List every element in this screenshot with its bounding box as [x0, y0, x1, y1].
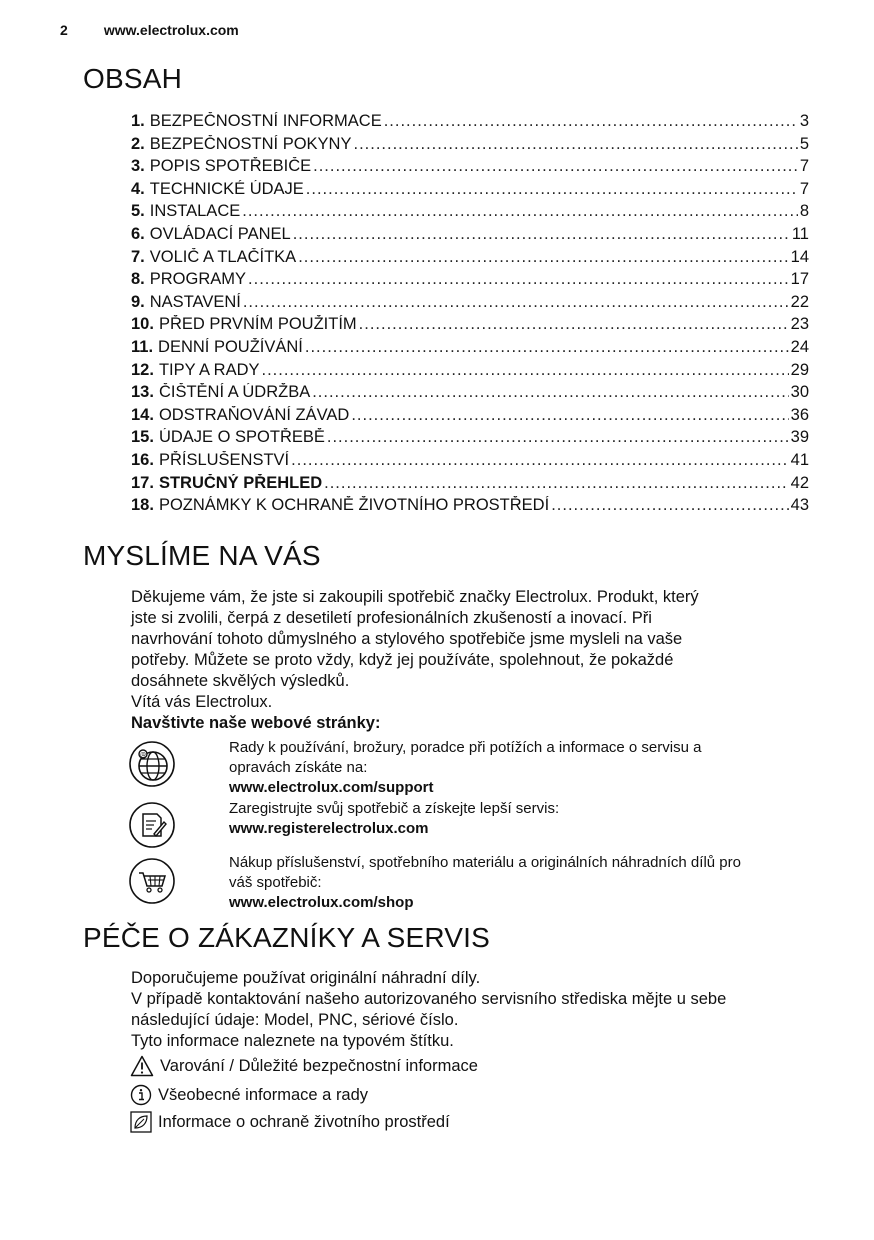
- toc-item-number: 16.: [131, 450, 154, 469]
- toc-leader-dots: [306, 180, 798, 199]
- toc-item-page: 41: [790, 450, 809, 469]
- legend-info: [130, 1084, 368, 1106]
- toc-title: OBSAH: [83, 63, 183, 94]
- toc-item-page: 22: [790, 292, 809, 311]
- legend-text: Informace o ochraně životního prostředí: [158, 1112, 450, 1131]
- shop-link[interactable]: www.electrolux.com/shop: [229, 894, 414, 911]
- visit-label: Navštivte naše webové stránky:: [131, 714, 381, 732]
- intro-text: [131, 587, 831, 734]
- toc-leader-dots: [327, 428, 789, 447]
- toc-leader-dots: [243, 293, 789, 312]
- toc-item-title: TECHNICKÉ ÚDAJE: [149, 179, 304, 198]
- toc-item-number: 15.: [131, 428, 154, 447]
- toc-item-title: PROGRAMY: [149, 270, 247, 289]
- toc-item-page: 23: [790, 315, 809, 334]
- toc-item-number: 17.: [131, 473, 154, 492]
- toc-item[interactable]: [131, 428, 809, 451]
- toc-item-number: 11.: [131, 337, 154, 356]
- toc-item-title: BEZPEČNOSTNÍ INFORMACE: [149, 112, 382, 130]
- toc-item[interactable]: [131, 112, 809, 135]
- web-desc-line: Zaregistrujte svůj spotřebič a získejte lepší servis:: [229, 800, 560, 817]
- toc-item-number: 2.: [131, 134, 145, 153]
- page-header: [60, 22, 239, 38]
- globe-icon: [128, 740, 176, 788]
- toc-item[interactable]: [131, 406, 809, 429]
- toc-item[interactable]: [131, 383, 809, 406]
- toc-item-title: BEZPEČNOSTNÍ POKYNY: [149, 134, 352, 153]
- toc-item-page: 5: [799, 134, 809, 153]
- toc-item-number: 14.: [131, 405, 154, 424]
- toc-item[interactable]: [131, 157, 809, 180]
- toc-leader-dots: [242, 202, 798, 221]
- environment-leaf-icon: [130, 1111, 152, 1133]
- care-text: [131, 968, 831, 1052]
- legend-text: Všeobecné informace a rady: [158, 1085, 369, 1104]
- page-number: 2: [60, 22, 68, 38]
- toc-leader-dots: [248, 270, 789, 289]
- toc-item-page: 43: [790, 496, 809, 515]
- toc-item-page: 29: [790, 360, 809, 379]
- web-desc-line: opravách získáte na:: [229, 759, 368, 776]
- site-url[interactable]: www.electrolux.com: [103, 22, 239, 38]
- web-desc-line: váš spotřebič:: [229, 874, 322, 891]
- toc-item-page: 30: [790, 383, 809, 402]
- legend-warning: [130, 1055, 478, 1077]
- toc-item-number: 5.: [131, 202, 145, 221]
- info-icon: [130, 1084, 152, 1106]
- toc-item-page: 17: [790, 270, 809, 289]
- toc-item[interactable]: [131, 315, 809, 338]
- shopping-cart-icon: [128, 857, 176, 905]
- toc-item-title: VOLIČ A TLAČÍTKA: [149, 247, 297, 266]
- intro-line: dosáhnete skvělých výsledků.: [131, 672, 350, 690]
- toc-item[interactable]: [131, 225, 809, 248]
- table-of-contents: [131, 112, 809, 519]
- toc-item[interactable]: [131, 180, 809, 203]
- register-pen-icon: [128, 801, 176, 849]
- toc-item-title: NASTAVENÍ: [149, 292, 241, 311]
- toc-item-title: PŘÍSLUŠENSTVÍ: [158, 450, 290, 469]
- toc-item-title: OVLÁDACÍ PANEL: [149, 224, 291, 243]
- toc-item-title: TIPY A RADY: [158, 360, 260, 379]
- toc-item-title: DENNÍ POUŽÍVÁNÍ: [158, 337, 303, 356]
- toc-item-number: 18.: [131, 496, 154, 515]
- toc-item-number: 3.: [131, 157, 145, 176]
- toc-item-title: ODSTRAŇOVÁNÍ ZÁVAD: [158, 405, 350, 424]
- legend-text: Varování / Důležité bezpečnostní informace: [160, 1056, 478, 1075]
- toc-leader-dots: [384, 112, 798, 131]
- intro-line: potřeby. Můžete se proto vždy, když jej používáte, spolehnout, že pokaždé: [131, 651, 674, 669]
- toc-item-title: POZNÁMKY K OCHRANĚ ŽIVOTNÍHO PROSTŘEDÍ: [158, 496, 550, 515]
- toc-item-page: 8: [799, 202, 809, 221]
- toc-item-number: 6.: [131, 224, 145, 243]
- legend-environment: [130, 1111, 450, 1133]
- toc-leader-dots: [298, 248, 788, 267]
- toc-item-number: 8.: [131, 270, 145, 289]
- toc-leader-dots: [313, 157, 798, 176]
- section-title-care: PÉČE O ZÁKAZNÍKY A SERVIS: [83, 922, 491, 953]
- toc-item-number: 7.: [131, 247, 145, 266]
- toc-item-title: ČIŠTĚNÍ A ÚDRŽBA: [158, 383, 311, 402]
- toc-leader-dots: [359, 315, 789, 334]
- intro-line: navrhování tohoto důmyslného a stylového spotřebiče jsme mysleli na vaše: [131, 630, 683, 648]
- toc-item-number: 13.: [131, 383, 154, 402]
- register-link[interactable]: www.registerelectrolux.com: [229, 820, 429, 837]
- toc-item-number: 12.: [131, 360, 154, 379]
- warning-icon: [130, 1055, 154, 1077]
- toc-item-number: 4.: [131, 179, 145, 198]
- toc-leader-dots: [305, 338, 789, 357]
- toc-leader-dots: [312, 383, 788, 402]
- toc-item[interactable]: [131, 474, 809, 497]
- toc-item-page: 24: [790, 337, 809, 356]
- care-line: Tyto informace naleznete na typovém štítku.: [131, 1032, 454, 1050]
- toc-leader-dots: [324, 474, 789, 493]
- web-desc-line: Nákup příslušenství, spotřebního materiálu a originálních náhradních dílů pro: [229, 854, 741, 871]
- toc-item-page: 3: [799, 112, 809, 130]
- support-link[interactable]: www.electrolux.com/support: [229, 779, 434, 796]
- toc-item-page: 39: [790, 428, 809, 447]
- care-line: následující údaje: Model, PNC, sériové číslo.: [131, 1011, 459, 1029]
- toc-leader-dots: [551, 496, 788, 515]
- toc-item-page: 11: [791, 224, 809, 243]
- toc-item[interactable]: [131, 361, 809, 384]
- toc-item-title: STRUČNÝ PŘEHLED: [158, 473, 323, 492]
- toc-item-page: 36: [790, 405, 809, 424]
- toc-item-page: 42: [790, 473, 809, 492]
- intro-line: Děkujeme vám, že jste si zakoupili spotřebič značky Electrolux. Produkt, který: [131, 588, 699, 606]
- intro-line: Vítá vás Electrolux.: [131, 693, 273, 711]
- toc-item-number: 10.: [131, 315, 154, 334]
- web-desc-line: Rady k používání, brožury, poradce při potížích a informace o servisu a: [229, 739, 702, 756]
- section-title-think: MYSLÍME NA VÁS: [83, 540, 321, 571]
- toc-item[interactable]: [131, 338, 809, 361]
- toc-leader-dots: [293, 225, 790, 244]
- toc-item-page: 7: [799, 157, 809, 176]
- care-line: Doporučujeme používat originální náhradní díly.: [131, 969, 481, 987]
- toc-item-page: 14: [790, 247, 809, 266]
- care-line: V případě kontaktování našeho autorizovaného servisního střediska mějte u sebe: [131, 990, 727, 1008]
- toc-item-title: POPIS SPOTŘEBIČE: [149, 157, 312, 176]
- toc-item[interactable]: [131, 293, 809, 316]
- toc-leader-dots: [353, 135, 797, 154]
- toc-item[interactable]: [131, 451, 809, 474]
- toc-item-number: 9.: [131, 292, 145, 311]
- toc-item[interactable]: [131, 202, 809, 225]
- intro-line: jste si zvolili, čerpá z desetiletí profesionálních zkušeností a inovací. Při: [131, 609, 652, 627]
- svg-text:@: @: [140, 751, 146, 759]
- toc-item-title: PŘED PRVNÍM POUŽITÍM: [158, 315, 357, 334]
- toc-item-page: 7: [799, 179, 809, 198]
- toc-leader-dots: [351, 406, 788, 425]
- toc-item-title: INSTALACE: [149, 202, 241, 221]
- toc-leader-dots: [291, 451, 788, 470]
- toc-item[interactable]: [131, 135, 809, 158]
- toc-item[interactable]: [131, 496, 809, 519]
- toc-item-title: ÚDAJE O SPOTŘEBĚ: [158, 428, 325, 447]
- toc-item-number: 1.: [131, 112, 145, 130]
- toc-item[interactable]: [131, 270, 809, 293]
- toc-item[interactable]: [131, 248, 809, 271]
- toc-leader-dots: [262, 361, 789, 380]
